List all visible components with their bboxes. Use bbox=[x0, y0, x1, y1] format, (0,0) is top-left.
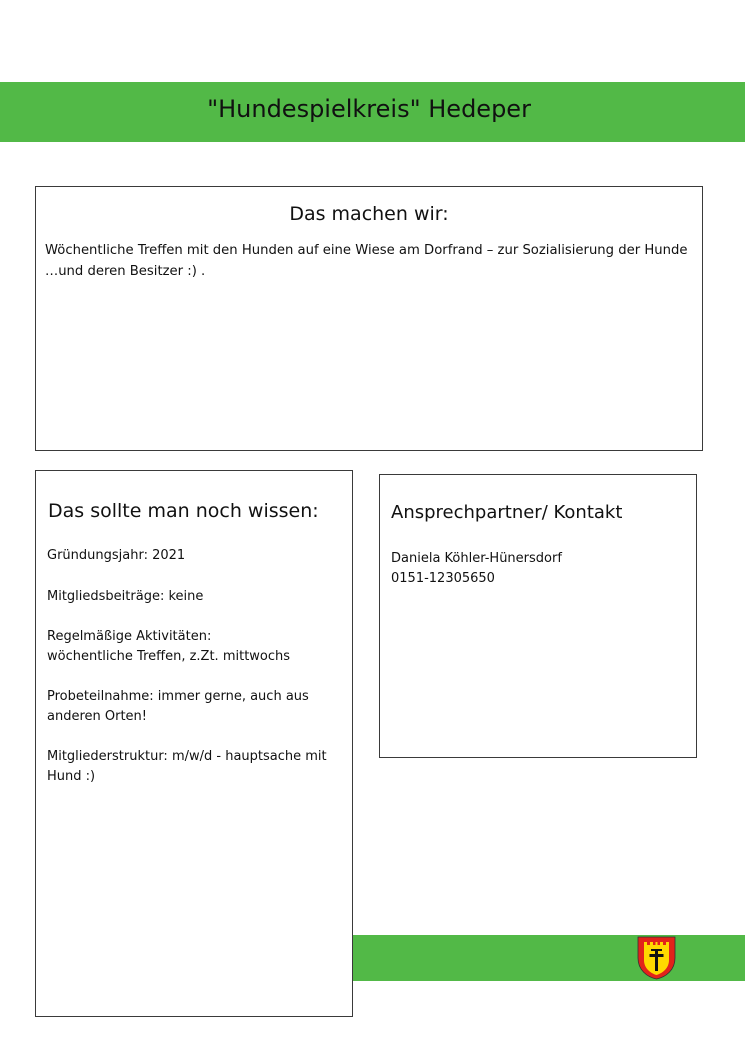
footer-band bbox=[353, 935, 745, 981]
info-item-trial-participation: Probeteilnahme: immer gerne, auch aus anderen Orten! bbox=[47, 689, 309, 724]
contact-heading: Ansprechpartner/ Kontakt bbox=[391, 502, 623, 523]
info-item-regular-activities: Regelmäßige Aktivitäten: wöchentliche Treffen, z.Zt. mittwochs bbox=[47, 629, 291, 664]
coat-of-arms-icon bbox=[636, 936, 677, 980]
good-to-know-list bbox=[47, 546, 339, 807]
page-title: "Hundespielkreis" Hedeper bbox=[207, 95, 531, 123]
good-to-know-heading: Das sollte man noch wissen: bbox=[48, 500, 319, 522]
contact-name: Daniela Köhler-Hünersdorf bbox=[391, 551, 562, 566]
info-item-founding-year: Gründungsjahr: 2021 bbox=[47, 548, 186, 563]
what-we-do-box bbox=[35, 186, 703, 451]
contact-phone: 0151-12305650 bbox=[391, 571, 495, 586]
info-item-member-structure: Mitgliederstruktur: m/w/d - hauptsache mit Hund :) bbox=[47, 749, 327, 784]
good-to-know-box bbox=[35, 470, 353, 1017]
contact-box bbox=[379, 474, 697, 758]
info-item-membership-fees: Mitgliedsbeiträge: keine bbox=[47, 588, 204, 604]
what-we-do-text: Wöchentliche Treffen mit den Hunden auf eine Wiese am Dorfrand – zur Sozialisierung der Hunde …und deren Besitzer :) . bbox=[45, 243, 688, 279]
what-we-do-heading: Das machen wir: bbox=[289, 203, 449, 225]
